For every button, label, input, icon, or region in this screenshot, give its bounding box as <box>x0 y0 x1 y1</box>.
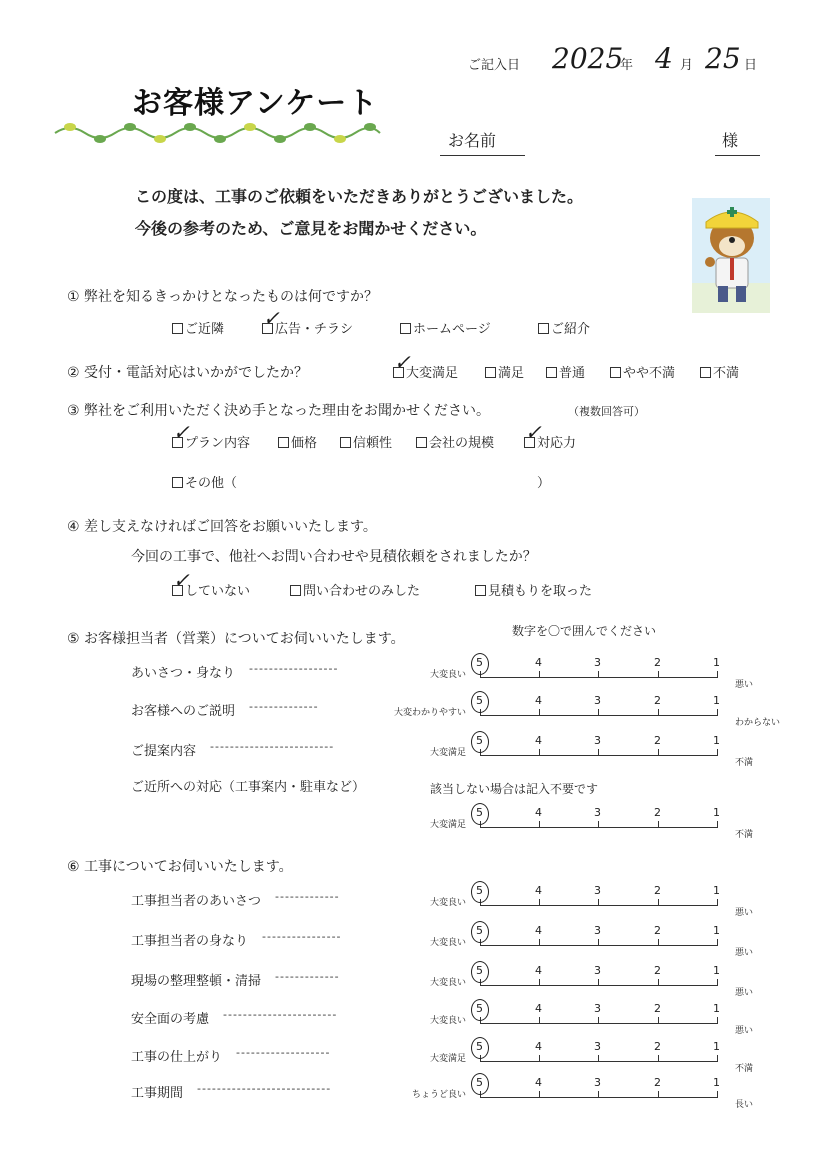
q4-option-label: 問い合わせのみした <box>303 584 421 599</box>
q3-text: ③ 弊社をご利用いただく決め手となった理由をお聞かせください。 <box>67 403 490 419</box>
q5-scale-number[interactable]: 4 <box>535 656 542 669</box>
page-title: お客様アンケート <box>132 86 379 121</box>
q6-scale-number[interactable]: 1 <box>713 1002 720 1015</box>
q5-scale-number[interactable]: 4 <box>535 734 542 747</box>
q2-option-label: やや不満 <box>623 366 676 381</box>
q6-scale-tick <box>717 1091 718 1098</box>
q1-option[interactable] <box>538 318 590 337</box>
q6-scale-number[interactable]: 5 <box>476 884 483 897</box>
q6-scale-tick <box>717 1017 718 1024</box>
q5-scale-right-label: わからない <box>735 718 781 728</box>
vine-leaf <box>244 123 256 131</box>
year-unit: 年 <box>620 58 634 73</box>
q2-option[interactable] <box>700 362 739 381</box>
q6-scale-line <box>480 945 718 946</box>
date-year[interactable]: 2025 <box>552 42 624 75</box>
q2-checkbox[interactable] <box>485 367 496 378</box>
q6-item-leader: ------------- <box>275 890 340 903</box>
q5-text: ⑤ お客様担当者（営業）についてお伺いいたします。 <box>67 631 405 647</box>
q1-option-label: ご近隣 <box>185 322 225 337</box>
q6-scale-tick <box>539 979 540 986</box>
q6-scale-right-label: 不満 <box>735 1064 754 1074</box>
q1-option[interactable] <box>172 318 224 337</box>
q1-text: ① 弊社を知るきっかけとなったものは何ですか？ <box>67 289 378 305</box>
q5-scale-tick <box>658 821 659 828</box>
circle-mark-icon <box>471 803 489 825</box>
q6-scale-number[interactable]: 5 <box>476 924 483 937</box>
q5-scale-tick <box>539 821 540 828</box>
q5-scale-number[interactable]: 1 <box>713 656 720 669</box>
q5-scale-left-label: 大変満足 <box>429 820 466 830</box>
q1-option-label: ご紹介 <box>551 322 591 337</box>
q3-option[interactable] <box>416 432 494 451</box>
q5-scale-right-label: 不満 <box>735 758 754 768</box>
q6-scale-tick <box>658 899 659 906</box>
date-day[interactable]: 25 <box>705 42 741 75</box>
q6-scale-tick <box>598 899 599 906</box>
q6-scale-tick <box>539 939 540 946</box>
q4-option[interactable] <box>290 580 420 599</box>
q2-option[interactable] <box>546 362 585 381</box>
q6-scale-number[interactable]: 1 <box>713 924 720 937</box>
q5-scale-number[interactable]: 2 <box>654 734 661 747</box>
checkmark-icon: ✓ <box>525 420 542 444</box>
q1-option[interactable] <box>400 318 491 337</box>
q6-scale-number[interactable]: 1 <box>713 1040 720 1053</box>
q6-scale-left-label: 大変良い <box>429 898 466 908</box>
q1-option-label: ホームページ <box>413 322 491 337</box>
q6-item-label: 安全面の考慮 <box>131 1012 210 1027</box>
intro-line-2: 今後の参考のため、ご意見をお聞かせください。 <box>135 219 487 238</box>
intro-line-1: この度は、工事のご依頼をいただきありがとうございました。 <box>135 187 584 206</box>
q3-option-label: 会社の規模 <box>429 436 495 451</box>
q6-item-label: 工事担当者のあいさつ <box>131 894 262 909</box>
q3-other-label: その他（ <box>185 476 238 491</box>
q6-scale-left-label: 大変良い <box>429 978 466 988</box>
q2-text: ② 受付・電話対応はいかがでしたか？ <box>67 365 308 381</box>
q3-checkbox[interactable] <box>416 437 427 448</box>
q6-scale-number[interactable]: 1 <box>713 1076 720 1089</box>
q6-scale-tick <box>717 899 718 906</box>
q5-scale-number[interactable]: 5 <box>476 694 483 707</box>
q5-item-leader: ------------------------- <box>210 740 335 753</box>
q6-scale-right-label: 長い <box>735 1100 754 1110</box>
q5-instruction: 数字を〇で囲んでください <box>512 624 657 638</box>
q4-option-label: 見積もりを取った <box>488 584 593 599</box>
vine-decoration <box>50 118 385 148</box>
circle-mark-icon <box>471 653 489 675</box>
q6-scale-number[interactable]: 1 <box>713 884 720 897</box>
q4-text: ④ 差し支えなければご回答をお願いいたします。 <box>67 519 377 535</box>
q6-item-leader: ---------------- <box>262 930 342 943</box>
q5-scale-tick <box>717 671 718 678</box>
q6-scale-number[interactable]: 2 <box>654 924 661 937</box>
q6-scale-tick <box>598 979 599 986</box>
q4-sub: 今回の工事で、他社へお問い合わせや見積依頼をされましたか？ <box>131 549 537 565</box>
q6-item-leader: ------------------- <box>236 1046 331 1059</box>
q5-scale-right-label: 不満 <box>735 830 754 840</box>
q6-scale-number[interactable]: 3 <box>594 884 601 897</box>
q6-scale-number[interactable]: 4 <box>535 1040 542 1053</box>
name-line[interactable] <box>440 155 525 156</box>
q6-scale-number[interactable]: 5 <box>476 1040 483 1053</box>
q6-scale-left-label: ちょうど良い <box>411 1090 466 1100</box>
q6-scale-tick <box>717 979 718 986</box>
q3-option-label: 価格 <box>291 436 318 451</box>
q5-scale-tick <box>717 749 718 756</box>
q6-scale-number[interactable]: 2 <box>654 1040 661 1053</box>
day-unit: 日 <box>744 58 758 73</box>
q5-scale-tick <box>539 709 540 716</box>
q5-scale-tick <box>539 671 540 678</box>
q6-scale-tick <box>539 1017 540 1024</box>
checkmark-icon: ✓ <box>394 350 411 374</box>
q6-scale-tick <box>717 939 718 946</box>
q6-scale-number[interactable]: 3 <box>594 1002 601 1015</box>
q5-scale-number[interactable]: 5 <box>476 806 483 819</box>
q3-option-label: 信頼性 <box>353 436 393 451</box>
q6-scale-number[interactable]: 3 <box>594 964 601 977</box>
q6-scale-right-label: 悪い <box>735 1026 754 1036</box>
q6-scale-left-label: 大変満足 <box>429 1054 466 1064</box>
q5-scale-number[interactable]: 3 <box>594 806 601 819</box>
q5-item-leader: -------------- <box>249 700 319 713</box>
q6-scale-right-label: 悪い <box>735 988 754 998</box>
q6-item-leader: ----------------------- <box>223 1008 338 1021</box>
q6-scale-line <box>480 1023 718 1024</box>
q4-checkbox[interactable] <box>290 585 301 596</box>
q5-scale-tick <box>717 821 718 828</box>
circle-mark-icon <box>471 999 489 1021</box>
vine-leaf <box>274 135 286 143</box>
q6-scale-right-label: 悪い <box>735 948 754 958</box>
vine-leaf <box>214 135 226 143</box>
q6-scale-line <box>480 1061 718 1062</box>
q6-item-label: 工事期間 <box>131 1086 184 1101</box>
q4-option[interactable] <box>475 580 592 599</box>
vine-leaf <box>184 123 196 131</box>
q1-checkbox[interactable] <box>172 323 183 334</box>
q5-scale-number[interactable]: 5 <box>476 656 483 669</box>
circle-mark-icon <box>471 921 489 943</box>
q6-scale-number[interactable]: 2 <box>654 964 661 977</box>
q5-item-label: あいさつ・身なり <box>131 666 236 681</box>
vine-leaf <box>304 123 316 131</box>
q1-checkbox[interactable] <box>400 323 411 334</box>
vine-leaf <box>94 135 106 143</box>
q6-scale-number[interactable]: 5 <box>476 1076 483 1089</box>
q5-scale-line <box>480 755 718 756</box>
q6-scale-number[interactable]: 2 <box>654 1002 661 1015</box>
q6-scale-tick <box>539 1055 540 1062</box>
q6-scale-tick <box>658 1017 659 1024</box>
circle-mark-icon <box>471 731 489 753</box>
q2-option-label: 大変満足 <box>406 366 459 381</box>
q5-scale-tick <box>658 709 659 716</box>
q5-scale-line <box>480 827 718 828</box>
q5-scale-number[interactable]: 1 <box>713 806 720 819</box>
q6-scale-tick <box>598 1091 599 1098</box>
q6-scale-tick <box>717 1055 718 1062</box>
q6-scale-line <box>480 905 718 906</box>
q5-scale-number[interactable]: 1 <box>713 734 720 747</box>
q6-scale-number[interactable]: 5 <box>476 1002 483 1015</box>
q5-item-leader: ------------------ <box>249 662 339 675</box>
q5-scale-line <box>480 677 718 678</box>
q6-scale-tick <box>598 1017 599 1024</box>
q6-scale-number[interactable]: 4 <box>535 964 542 977</box>
vine-leaf <box>364 123 376 131</box>
q5-scale-number[interactable]: 5 <box>476 734 483 747</box>
q3-option[interactable] <box>278 432 317 451</box>
q3-option-label: 対応力 <box>537 436 577 451</box>
q6-scale-number[interactable]: 1 <box>713 964 720 977</box>
vine-leaf <box>124 123 136 131</box>
vine-leaf <box>154 135 166 143</box>
checkmark-icon: ✓ <box>263 306 280 330</box>
checkmark-icon: ✓ <box>173 420 190 444</box>
q1-checkbox[interactable] <box>538 323 549 334</box>
month-unit: 月 <box>680 58 694 73</box>
q5-scale-number[interactable]: 4 <box>535 694 542 707</box>
q6-scale-left-label: 大変良い <box>429 1016 466 1026</box>
circle-mark-icon <box>471 1073 489 1095</box>
q5-scale-number[interactable]: 3 <box>594 694 601 707</box>
q6-scale-left-label: 大変良い <box>429 938 466 948</box>
q6-scale-tick <box>598 1055 599 1062</box>
name-suffix: 様 <box>722 131 739 150</box>
q2-option-label: 不満 <box>713 366 740 381</box>
q5-scale-tick <box>598 821 599 828</box>
q5-scale-tick <box>598 709 599 716</box>
q5-scale-left-label: 大変良い <box>429 670 466 680</box>
vine-leaf <box>334 135 346 143</box>
q5-scale-number[interactable]: 2 <box>654 806 661 819</box>
q6-scale-right-label: 悪い <box>735 908 754 918</box>
q5-scale-line <box>480 715 718 716</box>
q5-near-note: 該当しない場合は記入不要です <box>430 782 599 796</box>
q6-scale-line <box>480 985 718 986</box>
q2-option[interactable] <box>485 362 524 381</box>
q2-checkbox[interactable] <box>700 367 711 378</box>
q5-scale-tick <box>539 749 540 756</box>
q3-other-close: ） <box>537 476 551 491</box>
vine-leaf <box>64 123 76 131</box>
q5-scale-left-label: 大変満足 <box>429 748 466 758</box>
name-label: お名前 <box>448 131 497 150</box>
circle-mark-icon <box>471 691 489 713</box>
q6-scale-tick <box>658 1055 659 1062</box>
q6-item-leader: --------------------------- <box>197 1082 332 1095</box>
q2-checkbox[interactable] <box>610 367 621 378</box>
q3-other-option[interactable] <box>172 472 237 491</box>
q3-option[interactable] <box>340 432 392 451</box>
q5-scale-tick <box>717 709 718 716</box>
q5-scale-left-label: 大変わかりやすい <box>393 708 466 718</box>
q6-item-label: 工事の仕上がり <box>131 1050 223 1065</box>
q6-scale-tick <box>598 939 599 946</box>
q1-option-label: 広告・チラシ <box>275 322 354 337</box>
q6-scale-tick <box>539 1091 540 1098</box>
q6-scale-number[interactable]: 5 <box>476 964 483 977</box>
q5-scale-number[interactable]: 3 <box>594 656 601 669</box>
q6-scale-tick <box>658 1091 659 1098</box>
q5-item-label: ご提案内容 <box>131 744 197 759</box>
q5-item-label: お客様へのご説明 <box>131 704 236 719</box>
q6-text: ⑥ 工事についてお伺いいたします。 <box>67 859 293 875</box>
q5-scale-number[interactable]: 1 <box>713 694 720 707</box>
circle-mark-icon <box>471 881 489 903</box>
q5-scale-tick <box>658 671 659 678</box>
q3-other-checkbox[interactable] <box>172 477 183 488</box>
q6-scale-number[interactable]: 4 <box>535 884 542 897</box>
q6-scale-number[interactable]: 2 <box>654 1076 661 1089</box>
q4-option-label: していない <box>185 584 251 599</box>
date-month[interactable]: 4 <box>655 42 673 75</box>
q2-option[interactable] <box>610 362 675 381</box>
name-suffix-line <box>715 155 760 156</box>
q6-scale-tick <box>658 979 659 986</box>
q6-scale-number[interactable]: 3 <box>594 1040 601 1053</box>
q2-checkbox[interactable] <box>546 367 557 378</box>
q6-scale-line <box>480 1097 718 1098</box>
q6-scale-number[interactable]: 3 <box>594 1076 601 1089</box>
checkmark-icon: ✓ <box>173 568 190 592</box>
q2-option-label: 普通 <box>559 366 586 381</box>
q5-scale-right-label: 悪い <box>735 680 754 690</box>
dog-mascot-icon <box>692 198 770 313</box>
q6-item-leader: ------------- <box>275 970 340 983</box>
q6-scale-number[interactable]: 4 <box>535 1076 542 1089</box>
q2-option-label: 満足 <box>498 366 525 381</box>
q5-scale-number[interactable]: 2 <box>654 694 661 707</box>
q6-scale-number[interactable]: 2 <box>654 884 661 897</box>
q3-option-label: プラン内容 <box>185 436 251 451</box>
circle-mark-icon <box>471 1037 489 1059</box>
q5-scale-number[interactable]: 2 <box>654 656 661 669</box>
date-label: ご記入日 <box>468 58 521 73</box>
q6-scale-number[interactable]: 4 <box>535 1002 542 1015</box>
q6-scale-tick <box>658 939 659 946</box>
q3-checkbox[interactable] <box>278 437 289 448</box>
q6-item-label: 現場の整理整頓・清掃 <box>131 974 262 989</box>
q5-scale-tick <box>598 671 599 678</box>
q4-checkbox[interactable] <box>475 585 486 596</box>
q3-note: （複数回答可） <box>568 405 645 418</box>
q5-scale-number[interactable]: 4 <box>535 806 542 819</box>
q3-checkbox[interactable] <box>340 437 351 448</box>
q5-item-label: ご近所への対応（工事案内・駐車など） <box>131 780 366 795</box>
q6-item-label: 工事担当者の身なり <box>131 934 249 949</box>
circle-mark-icon <box>471 961 489 983</box>
q5-scale-number[interactable]: 3 <box>594 734 601 747</box>
q5-scale-tick <box>598 749 599 756</box>
q5-scale-tick <box>658 749 659 756</box>
q6-scale-number[interactable]: 4 <box>535 924 542 937</box>
q6-scale-number[interactable]: 3 <box>594 924 601 937</box>
q6-scale-tick <box>539 899 540 906</box>
